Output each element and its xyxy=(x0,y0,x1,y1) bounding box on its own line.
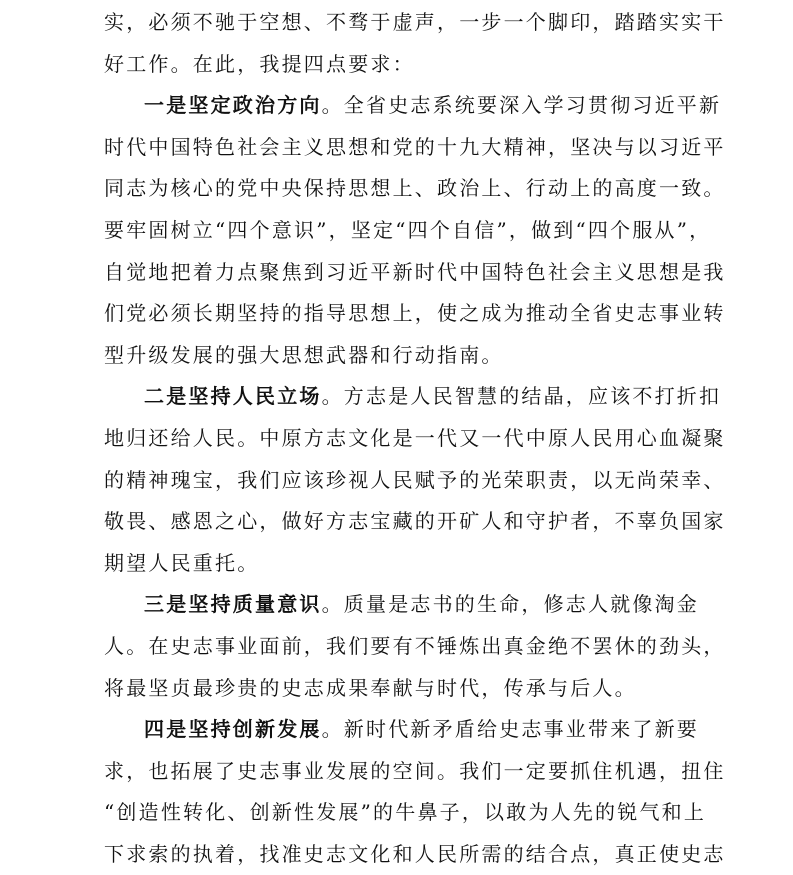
text-line xyxy=(104,335,694,377)
line-text: 。新时代新矛盾给史志事业带来了新要 xyxy=(321,717,700,742)
paragraph-heading: 三是坚持质量意识 xyxy=(144,592,322,617)
text-line xyxy=(104,168,726,210)
line-text: 同志为核心的党中央保持思想上、政治上、行动上的高度一致。 xyxy=(104,176,726,201)
line-text: 敬畏、感恩之心，做好方志宝藏的开矿人和守护者，不辜负国家 xyxy=(104,509,726,534)
line-text: 自觉地把着力点聚焦到习近平新时代中国特色社会主义思想是我 xyxy=(104,259,726,284)
line-text: 们党必须长期坚持的指导思想上，使之成为推动全省史志事业转 xyxy=(104,301,726,326)
text-line xyxy=(104,501,726,543)
paragraph-heading: 二是坚持人民立场 xyxy=(144,384,322,409)
text-line xyxy=(104,543,694,585)
line-text: 时代中国特色社会主义思想和党的十九大精神，坚决与以习近平 xyxy=(104,134,726,159)
line-text: 期望人民重托。 xyxy=(104,550,260,575)
line-text: 求，也拓展了史志事业发展的空间。我们一定要抓住机遇，扭住 xyxy=(104,758,726,783)
paragraph-heading: 四是坚持创新发展 xyxy=(144,717,322,742)
line-text: 。质量是志书的生命，修志人就像淘金 xyxy=(321,592,700,617)
line-text: 实，必须不驰于空想、不骛于虚声，一步一个脚印，踏踏实实干 xyxy=(104,10,726,34)
text-line xyxy=(104,2,726,44)
text-line xyxy=(104,127,726,169)
text-line xyxy=(104,626,726,668)
line-text: 人。在史志事业面前，我们要有不锤炼出真金绝不罢休的劲头， xyxy=(104,633,726,658)
line-text: “创造性转化、创新性发展”的牛鼻子，以敢为人先的锐气和上 xyxy=(104,800,707,825)
text-line xyxy=(104,792,707,834)
line-text: 型升级发展的强大思想武器和行动指南。 xyxy=(104,342,504,367)
text-line xyxy=(104,44,694,86)
paragraph-2-start xyxy=(104,376,722,418)
text-line xyxy=(104,252,726,294)
line-text: 要牢固树立“四个意识”，坚定“四个自信”，做到“四个服从”， xyxy=(104,217,712,242)
line-text: 地归还给人民。中原方志文化是一代又一代中原人民用心血凝聚 xyxy=(104,425,726,450)
text-line xyxy=(104,293,726,335)
text-line xyxy=(104,210,712,252)
text-line xyxy=(104,418,726,460)
paragraph-3-start xyxy=(104,584,700,626)
paragraph-4-start xyxy=(104,709,700,751)
text-line xyxy=(104,460,726,502)
body-text xyxy=(104,2,726,875)
line-text: 将最坚贞最珍贵的史志成果奉献与时代，传承与后人。 xyxy=(104,675,637,700)
paragraph-1-start xyxy=(104,85,722,127)
line-text: 。方志是人民智慧的结晶，应该不打折扣 xyxy=(321,384,722,409)
paragraph-heading: 一是坚定政治方向 xyxy=(144,93,322,118)
text-line xyxy=(104,668,694,710)
line-text: 下求索的执着，找准史志文化和人民所需的结合点，真正使史志 xyxy=(104,841,726,866)
line-text: 好工作。在此，我提四点要求： xyxy=(104,51,415,76)
line-text: 。全省史志系统要深入学习贯彻习近平新 xyxy=(321,93,722,118)
text-line xyxy=(104,751,726,793)
line-text: 的精神瑰宝，我们应该珍视人民赋予的光荣职责，以无尚荣幸、 xyxy=(104,467,726,492)
